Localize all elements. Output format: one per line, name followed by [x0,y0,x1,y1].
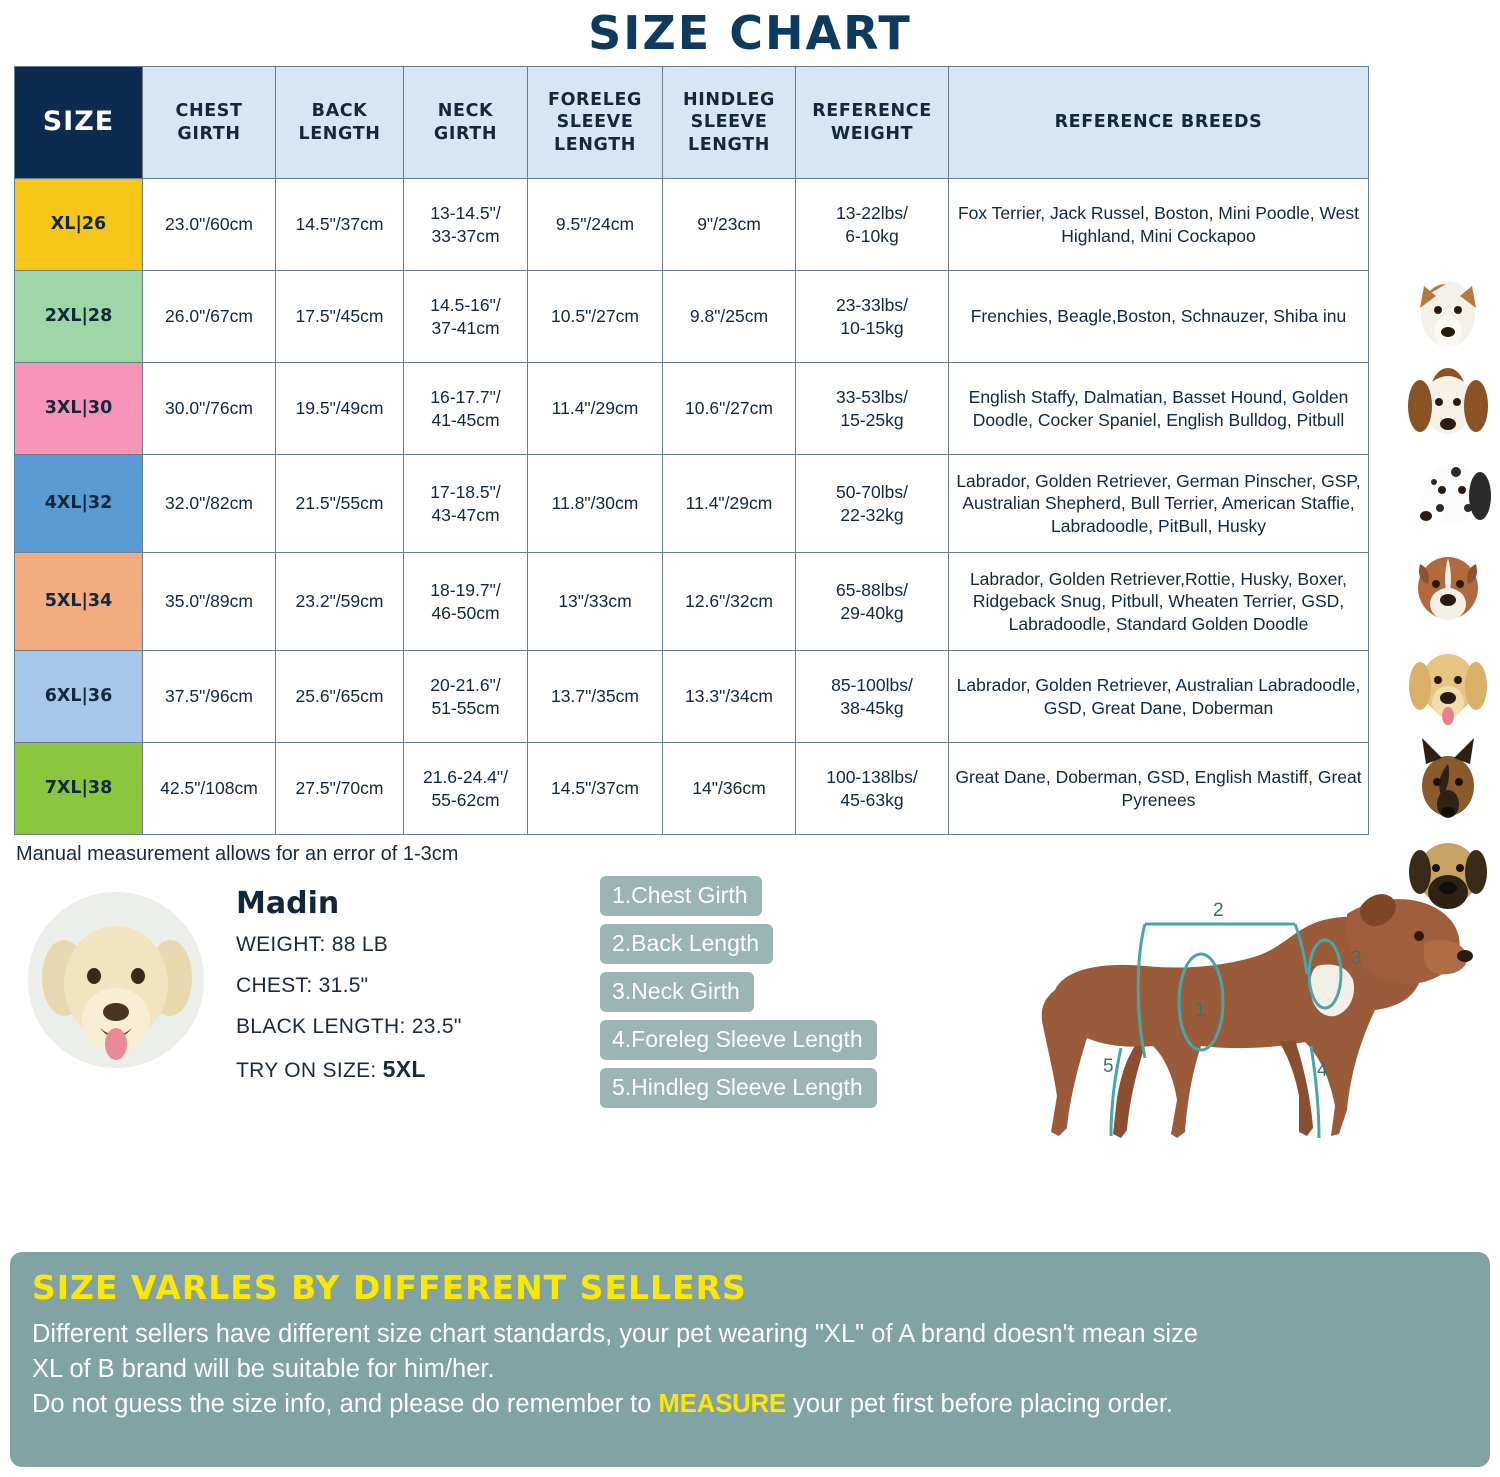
reference-weight-cell: 13-22lbs/ 6-10kg [796,179,949,271]
breed-thumbnail-column [1396,262,1500,918]
try-on-size-label: TRY ON SIZE: [236,1059,377,1082]
foreleg-sleeve-cell: 10.5"/27cm [528,271,663,363]
back-length-cell: 27.5"/70cm [276,743,404,835]
column-header-breeds-text: REFERENCE BREEDS [1054,112,1263,133]
table-body [15,179,1369,835]
neck-girth-cell: 16-17.7"/ 41-45cm [404,363,528,455]
column-header-neck-girth-text: NECK GIRTH [433,101,498,144]
reference-breeds-cell: Fox Terrier, Jack Russel, Boston, Mini Poodle, West Highland, Mini Cockapoo [949,179,1369,271]
measurement-step-2: 2.Back Length [600,924,773,964]
foreleg-sleeve-cell: 14.5"/37cm [528,743,663,835]
neck-girth-cell: 14.5-16"/ 37-41cm [404,271,528,363]
reference-weight-cell: 85-100lbs/ 38-45kg [796,651,949,743]
column-header-neck-girth [404,67,528,179]
neck-girth-cell: 17-18.5"/ 43-47cm [404,455,528,553]
column-header-reference-breeds [949,67,1369,179]
back-length-cell: 21.5"/55cm [276,455,404,553]
reference-breeds-cell: Labrador, Golden Retriever,Rottie, Husky, Boxer, Ridgeback Snug, Pitbull, Wheaten Terrier, GSD, Labradoodle, Standard Golden Doodle [949,553,1369,651]
reference-weight-cell: 65-88lbs/ 29-40kg [796,553,949,651]
neck-girth-cell: 21.6-24.4"/ 55-62cm [404,743,528,835]
size-label-cell: 3XL|30 [15,363,143,455]
neck-girth-cell: 18-19.7"/ 46-50cm [404,553,528,651]
back-length-cell: 23.2"/59cm [276,553,404,651]
column-header-size: SIZE [15,67,143,179]
neck-girth-cell: 13-14.5"/ 33-37cm [404,179,528,271]
column-header-weight-text: REFERENCE WEIGHT [812,101,932,144]
chest-girth-cell: 42.5"/108cm [143,743,276,835]
hindleg-sleeve-cell: 14"/36cm [663,743,796,835]
size-label-cell: 6XL|36 [15,651,143,743]
dog-weight: WEIGHT: 88 LB [236,933,389,956]
back-length-cell: 25.6"/65cm [276,651,404,743]
hindleg-sleeve-cell: 9.8"/25cm [663,271,796,363]
back-length-cell: 14.5"/37cm [276,179,404,271]
breed-thumbnail-dalmatian [1396,446,1500,538]
dog-name: Madin [236,886,340,921]
chest-girth-cell: 30.0"/76cm [143,363,276,455]
breed-thumbnail-beagle [1396,354,1500,446]
model-example-section [0,870,1500,1170]
table-header-row [15,67,1369,179]
neck-girth-cell: 20-21.6"/ 51-55cm [404,651,528,743]
diagram-label-3: 3 [1351,948,1362,969]
chest-girth-cell: 32.0"/82cm [143,455,276,553]
diagram-label-5: 5 [1103,1056,1114,1077]
breed-thumbnail-golden-retriever [1396,636,1500,734]
size-label-cell: 4XL|32 [15,455,143,553]
chest-girth-cell: 35.0"/89cm [143,553,276,651]
dog-back-length: BLACK LENGTH: 23.5" [236,1015,462,1038]
reference-breeds-cell: English Staffy, Dalmatian, Basset Hound, Golden Doodle, Cocker Spaniel, English Bulldog, Pitbull [949,363,1369,455]
reference-weight-cell: 23-33lbs/ 10-15kg [796,271,949,363]
banner-measure-highlight: MEASURE [658,1390,787,1419]
hindleg-sleeve-cell: 10.6"/27cm [663,363,796,455]
banner-line-1: Different sellers have different size chart standards, your pet wearing "XL" of A brand doesn't mean size [32,1320,1198,1348]
chest-girth-cell: 23.0"/60cm [143,179,276,271]
chest-girth-cell: 37.5"/96cm [143,651,276,743]
column-header-reference-weight [796,67,949,179]
hindleg-sleeve-cell: 12.6"/32cm [663,553,796,651]
back-length-cell: 17.5"/45cm [276,271,404,363]
table-row [15,455,1369,553]
measurement-steps-list [600,876,1000,1116]
seller-size-warning-banner [10,1252,1490,1467]
page-title: SIZE CHART [588,6,912,60]
size-label-cell: XL|26 [15,179,143,271]
table-row [15,363,1369,455]
column-header-foreleg-sleeve-length [528,67,663,179]
table-row [15,651,1369,743]
banner-line-3 [32,1387,1468,1422]
diagram-label-1: 1 [1195,1000,1206,1021]
banner-line-2: XL of B brand will be suitable for him/her. [32,1355,495,1384]
reference-breeds-cell: Labrador, Golden Retriever, German Pinscher, GSP, Australian Shepherd, Bull Terrier, American Staffie, Labradoodle, PitBull, Husky [949,455,1369,553]
try-on-size-value: 5XL [382,1056,426,1082]
foreleg-sleeve-cell: 11.8"/30cm [528,455,663,553]
column-header-hindleg-sleeve-length [663,67,796,179]
banner-line-3-suffix: your pet first before placing order. [786,1390,1174,1419]
banner-heading: SIZE VARLES BY DIFFERENT SELLERS [32,1268,747,1307]
foreleg-sleeve-cell: 13.7"/35cm [528,651,663,743]
size-label-cell: 2XL|28 [15,271,143,363]
diagram-label-2: 2 [1213,900,1224,921]
reference-weight-cell: 50-70lbs/ 22-32kg [796,455,949,553]
hindleg-sleeve-cell: 11.4"/29cm [663,455,796,553]
column-header-chest-girth [143,67,276,179]
foreleg-sleeve-cell: 13"/33cm [528,553,663,651]
reference-breeds-cell: Labrador, Golden Retriever, Australian Labradoodle, GSD, Great Dane, Doberman [949,651,1369,743]
hindleg-sleeve-cell: 9"/23cm [663,179,796,271]
breed-thumbnail-fox-terrier [1396,262,1500,354]
table-row [15,179,1369,271]
table-row [15,743,1369,835]
reference-weight-cell: 33-53lbs/ 15-25kg [796,363,949,455]
size-label-cell: 5XL|34 [15,553,143,651]
reference-breeds-cell: Frenchies, Beagle,Boston, Schnauzer, Shiba inu [949,271,1369,363]
measurement-note: Manual measurement allows for an error of 1-3cm [16,843,459,865]
column-header-chest-girth-text: CHEST GIRTH [175,101,243,144]
dog-profile [236,886,566,1100]
column-header-foreleg-text: FORELEG SLEEVE LENGTH [548,89,642,155]
size-chart-table-wrapper [14,66,1486,835]
column-header-back-length-text: BACK LENGTH [298,101,381,144]
foreleg-sleeve-cell: 9.5"/24cm [528,179,663,271]
reference-breeds-cell: Great Dane, Doberman, GSD, English Mastiff, Great Pyrenees [949,743,1369,835]
measurement-step-4: 4.Foreleg Sleeve Length [600,1020,877,1060]
size-chart-table [14,66,1369,835]
column-header-hindleg-text: HINDLEG SLEEVE LENGTH [683,89,775,155]
diagram-label-4: 4 [1317,1060,1328,1081]
dog-diagram-svg [995,870,1485,1170]
breed-thumbnail-german-shepherd [1396,734,1500,826]
table-row [15,271,1369,363]
labrador-avatar-icon [28,892,204,1068]
size-label-cell: 7XL|38 [15,743,143,835]
banner-line-3-prefix: Do not guess the size info, and please do remember to [32,1390,659,1419]
table-row [15,553,1369,651]
dog-avatar [28,892,204,1068]
measurement-step-5: 5.Hindleg Sleeve Length [600,1068,877,1108]
breed-thumbnail-pitbull [1396,538,1500,636]
column-header-back-length [276,67,404,179]
foreleg-sleeve-cell: 11.4"/29cm [528,363,663,455]
dog-measurement-diagram [995,870,1485,1170]
hindleg-sleeve-cell: 13.3"/34cm [663,651,796,743]
dog-try-on-size [236,1056,566,1083]
measurement-step-3: 3.Neck Girth [600,972,754,1012]
reference-weight-cell: 100-138lbs/ 45-63kg [796,743,949,835]
dog-chest: CHEST: 31.5" [236,974,369,997]
chest-girth-cell: 26.0"/67cm [143,271,276,363]
measurement-step-1: 1.Chest Girth [600,876,762,916]
back-length-cell: 19.5"/49cm [276,363,404,455]
